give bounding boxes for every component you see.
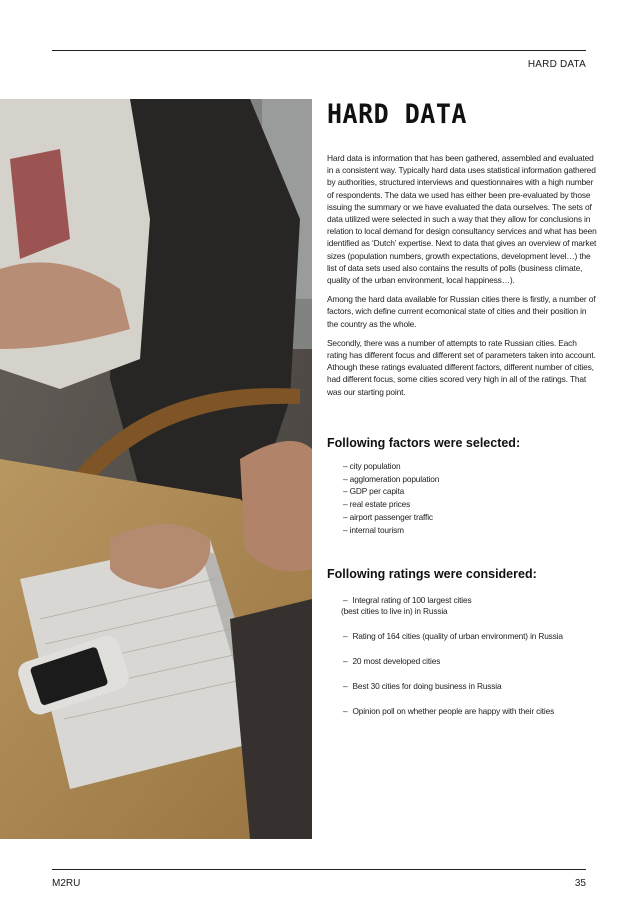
factors-heading: Following factors were selected:	[327, 435, 521, 450]
ratings-list	[343, 595, 597, 717]
factors-list	[343, 460, 597, 537]
header-rule	[52, 50, 586, 51]
list-item: – airport passenger traffic	[343, 511, 597, 524]
footer-label: M2RU	[52, 878, 81, 889]
footer-rule	[52, 869, 586, 870]
photo-students-icon	[0, 99, 312, 839]
ratings-heading: Following ratings were considered:	[327, 566, 537, 581]
page-number: 35	[574, 878, 586, 889]
section-label: HARD DATA	[527, 59, 586, 70]
photo	[0, 99, 312, 839]
list-item: – Opinion poll on whether people are happy with their cities	[343, 705, 555, 716]
list-item: – Best 30 cities for doing business in Russia	[343, 680, 502, 691]
list-item: – Rating of 164 cities (quality of urban environment) in Russia	[343, 630, 563, 641]
list-item: – agglomeration population	[343, 473, 597, 486]
list-item: – internal tourism	[343, 524, 597, 537]
list-item: – real estate prices	[343, 498, 597, 511]
main-content	[327, 99, 597, 731]
factors-paragraph: Among the hard data available for Russian cities there is firstly, a number of factors, wich define current ecomonical state of cities and their position in the country as the whole.	[327, 294, 596, 329]
list-item: – 20 most developed cities	[343, 655, 441, 666]
intro-paragraph: Hard data is information that has been gathered, assembled and evaluated in a consistent way. Typically hard data uses statistical information gathered by authorities, structured interviews and questionnaires with a high number of respondents. The data we used has either been pre-evaluated by those issuing the summary or we have evaluated the data ourselves. The sets of data utilized were selected in such a way that they allow for conclusions in relation to local demand for design consultancy services and what has been identified as ‘Dutch’ expertise. Next to data that gives an overview of market sizes (population numbers, growth expectations, development level…) the list of data sets used also contains the results of polls (business climate, quality of the urban environment, local happiness…).	[327, 153, 597, 286]
ratings-paragraph: Secondly, there was a number of attempts to rate Russian cities. Each rating has different focus and different set of parameters taken into account. Athough these ratings evaluated different factors, different number of cities, had different focus, some cities scored very high in all of the ratings. That was our starting point.	[327, 337, 596, 397]
list-item: – GDP per capita	[343, 485, 597, 498]
page-title: HARD DATA	[327, 99, 467, 130]
list-item: – Integral rating of 100 largest cities (best cities to live in) in Russia	[341, 594, 472, 616]
list-item: – city population	[343, 460, 597, 473]
